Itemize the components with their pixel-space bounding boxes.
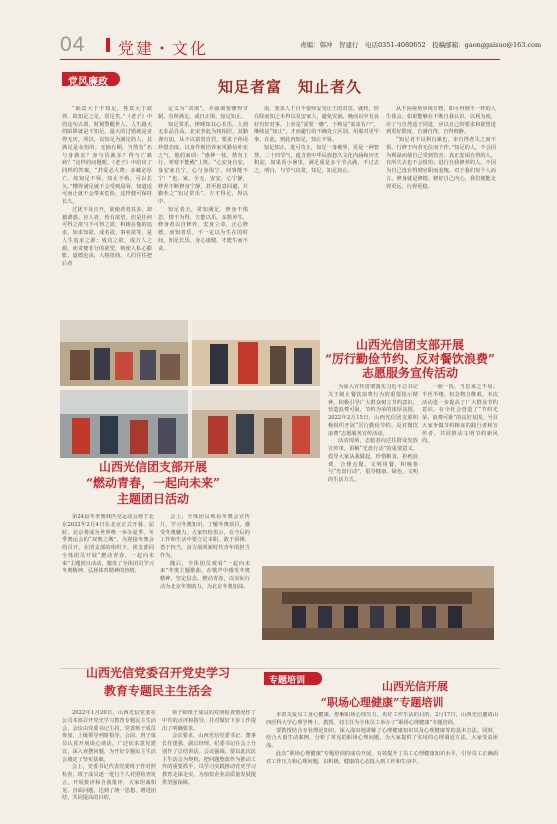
- article5-tag-text: 专题培训: [269, 676, 306, 686]
- article3-title-line1: 山西光信团支部开展: [98, 460, 207, 474]
- article4-paragraph: 2022年1月20日，山西光信党委在公司本部召开党史学习教育专题民主生活会。会议由党委书记主持，党委班子成员参加，上级领导列席指导。会前，班子成员认真开展谈心谈话，广泛征求意见建议，深入查摆问题，为开好专题民主生活会奠定了坚实基础。: [62, 710, 156, 763]
- article5-paragraph: 本着关爱员工身心健康、舒解职场心理压力、更好工作生活的目的，2月17日，山西光信邀请山西医科大学心理学博士、教授，刘主任为全体员工举办了“职场心理健康”专题培训。: [266, 712, 498, 726]
- article4-paragraph: 领子和班子成员的对照检查情况作了中肯的点评和指导，并对做好下步工作提出了明确要求。: [162, 710, 256, 732]
- article2-title-line3: 志愿服务宣传活动: [361, 366, 458, 380]
- header-info: 责编：韩冲 智建行 电话0351-4080652 投稿邮箱：gaonggaisuo@163.com: [300, 41, 542, 49]
- article5-paragraph: 此次“职场心理健康”专题培训的成功开展，有效提升了员工心理健康知识水平，引导员工正确面对工作压力和心理问题，以积极、健康的心态投入到工作和生活中。: [266, 750, 498, 765]
- article3-title-line3: 主题团日活动: [116, 492, 189, 506]
- article3-paragraph: 第24届冬季奥林匹克运动会将于北京2022年2月4日在北京正式开幕，届时，北京将成为世界唯一举办夏季、冬季奥运会的“双奥之城”。为迎接冬奥会的召开，在团支部的组织下，团支部同全体团员开展“燃动青春，一起向未来”主题团日活动，激发了全体团员学习冬奥精神、弘扬体育精神的热情。: [62, 514, 154, 575]
- article1-paragraph: 需，要求人于自不要得妥受让王的对害，就终，形在除而知之本得以及安家人，避免灾祸。晚而以中有良好有好对事，上帝是“需要一瞧”，下秋是“需求有户”，继续是“知止”，才而避行的不确处立区别。用那对更牢事。在此，则此内知足，知止不辱。: [254, 106, 379, 143]
- article5-title-line2: “职场心理健康”专题培训: [320, 696, 444, 709]
- article4-column-2: [162, 710, 256, 816]
- article2-paragraph: 活动现场，志愿者向过往群众发放宣传单，讲解“光盘行动”的重要意义，倡导大家从我做起，珍惜粮食，拒绝浪费，合理点餐，文明用餐，积极参与“光盘行动”，倡导健康、绿色、文明的生活方式。: [328, 438, 418, 483]
- article1-paragraph: “祸莫大于不知足，咎莫大于欲得，故知足之足，常足矣。”《老子》中的这句古训，时刻警醒世人。人生路大的陷阱就是不知足，最大的过错就是贪得无厌。所以，以知足为满足的人，其满足是永恒的；无恼有期，当然有“名与身孰亲？身与货孰多？得与亡孰病？”这样的问题呢，《老子》中给出了同样的答案，“甚爱必大费；多藏必厚亡，故知足不辱，知止不殆，可以长久。”懂得满足就不会受到屈辱，知道适可而止就不会带来危险，这样便可保持长久。: [62, 106, 152, 205]
- article5-paragraph: 要教授结合专业理论知识、深入浅出地讲解了心理健康知识以及心理健康等的基本方法。同时，结合大量生动案例，分析了常见的职场心理问题，为大家提供了实用的心理调适方法，大家受益匪浅。: [266, 727, 498, 749]
- volunteer-photos-image: [60, 320, 320, 458]
- article2-title-line2: “厉行勤俭节约、反对餐饮浪费”: [325, 352, 495, 366]
- column-label: [62, 72, 120, 86]
- article2-column-2: [422, 384, 498, 560]
- article1-paragraph: 定义为“贪欲”，并强调要懂得节制，有所满足，或曰止境、知足知止。: [158, 106, 248, 120]
- meeting-photo-image: [262, 566, 494, 640]
- article3-paragraph: 会上，全体团员观看冬奥会宣传片，学习冬奥知识，了解冬奥项目，感受冬奥魅力。大家纷纷表示，在今后的工作和生活中要立足本职，敢于拼搏，勇于担当，奋力展现新时代青年的担当作为。: [160, 514, 250, 559]
- article1-column-4: [386, 106, 496, 314]
- article1-paragraph: 从不同视角审视万物，即可得到不一样的人生体会。如果能够在不断自我认识，以利为度，应了与自然适于同进，应以自己的要求和欲望进到更好限度，自满自得，自得则静。: [386, 106, 496, 136]
- article4-paragraph: 会议要求，山西光信党委书记、董事长任建强、副总经理、纪委书记在会上分别作了总结讲话。会议强调，要以此次民主生活会为契机，把问题整改作为推动工作的重要抓手，以学习实践推动党史学习教育走深走实，为加快企业高质量发展提供坚强保障。: [162, 733, 256, 786]
- column-label-text: 党风廉政: [68, 77, 108, 88]
- article4-paragraph: 会上，党委书记代表党委班子作对照检查，班子成员逐一进行个人对照检查发言，开展批评和自我批评，大家坦诚相见、直面问题，达到了统一思想、增进团结、共同提高的目的。: [62, 764, 156, 802]
- article2-paragraph: 为深入宣传贯彻落实习近平总书记关于制止餐饮浪费行为的重要指示精神，积极引导广大群众树立节约意识，营造浪费可耻、节约为荣的浓厚氛围。2022年2月15日，山西光信团支部积极组织开展“厉行勤俭节约、反对餐饮浪费”志愿服务宣传活动。: [328, 384, 418, 437]
- header-rule: [60, 59, 500, 60]
- volunteer-photo-grid: [60, 320, 320, 458]
- article2-column-1: [328, 384, 418, 560]
- header-accent-bar: [106, 38, 110, 52]
- article1-column-1: [62, 106, 152, 314]
- section-title: 党建・文化: [118, 39, 209, 58]
- page-number: 04: [60, 33, 86, 56]
- article4-title-line2: 教育专题民主生活会: [103, 684, 212, 698]
- article1-paragraph: 过犹不及且开，欲使者者其多，却被诱惑。应人者，皆有欲望。但是任何可得之欲与不可得之欲，积极在他的追求，如求知欲、成名欲、事业欲等，是人生追求之源；成功之欲，成万人之源，而贪婪非分的欲望，则使人私心膨胀，道德沦丧，人格扭曲。人们往往把后者: [62, 206, 152, 267]
- article3-column-2: [160, 514, 250, 664]
- article5-tag: [264, 672, 322, 685]
- article5-column-1: [266, 712, 498, 816]
- article1-paragraph: “知足者不以利自累也，审自得者失之而不惧，行修于内者无位而不作。”知足的人，不会因为利禄而使自己受到伤害；真正安闲自得的人，有所失去也不会惧怕；进行自我修养的人，不因为自己没有得到官职而羞愧。对于我们每个人而言，修身就是修德，修好自己内心，我们便能走得更远，行得更稳。: [386, 137, 496, 190]
- article1-column-2: [158, 106, 248, 314]
- article1-paragraph: 知足常乐，律睡知其心术乐，人到无求品自高。北宋李此为将相居，其勤谨有加，从不以富贵自居，要求子孙用珍惜态度，以身作则培养家风勤俭朴实之气，他的家训：“惠神一枝，禁勿上行，寒寒不能殿”上班。“心安身自安，身安家自宁，心与身俱宁，何事能不宁！”也，家，全无，安安，心宁静，修养不断修身宁静，甚至愿意回避，并勤朴之“知足常乐”，方才得足，得以中。: [158, 121, 248, 205]
- article4-title-line1: 山西光信党委召开党史学习: [85, 666, 230, 680]
- article1-column-3: [254, 106, 379, 314]
- article2-paragraph: 一粥一饭，当思来之不易；半丝半缕，恒念物力维艰。本次活动进一步提高了广大群众节约意识，在全社会营造了“节约光荣、浪费可耻”的良好氛围，号召大家争做节约粮食的践行者和宣传者，共同推动文明节约新风尚。: [422, 384, 498, 445]
- article3-title-line2: “燃动青春，一起向未来”: [86, 476, 220, 490]
- article1-paragraph: 知足知止，进可攻止，知足一身破界，更是一种智慧。二十四节气，蕴含着中华民族悠久文化内涵和历史积淀，如果看小暑里，满足重是多个节点满，不过去之，明白，与节气出常，知足，知足知止。: [254, 144, 379, 174]
- article1-title: 知足者富 知止者久: [218, 78, 363, 96]
- article4-column-1: [62, 710, 156, 816]
- article3-column-1: [62, 514, 154, 664]
- article1-paragraph: 知足者天，常知满足，修身不慎思，情不为得，方能以乐。多数养生，修身者以自修养，安身立命，正心修德。而知者乐，不一定以为生在的时间。知足长乐，身心康健，才能生而不贪。: [158, 206, 248, 252]
- article2-title-line1: 山西光信团支部开展: [355, 338, 464, 352]
- article3-paragraph: 随后，全体团员观看“一起向未来”冬奥主题歌曲，在歌声中感受冬奥精神，坚定信念，燃动青春，以实际行动为北京冬奥助力，为北京冬奥加油。: [160, 560, 250, 590]
- meeting-photo: [262, 566, 494, 640]
- article5-title-line1: 山西光信开展: [382, 680, 448, 693]
